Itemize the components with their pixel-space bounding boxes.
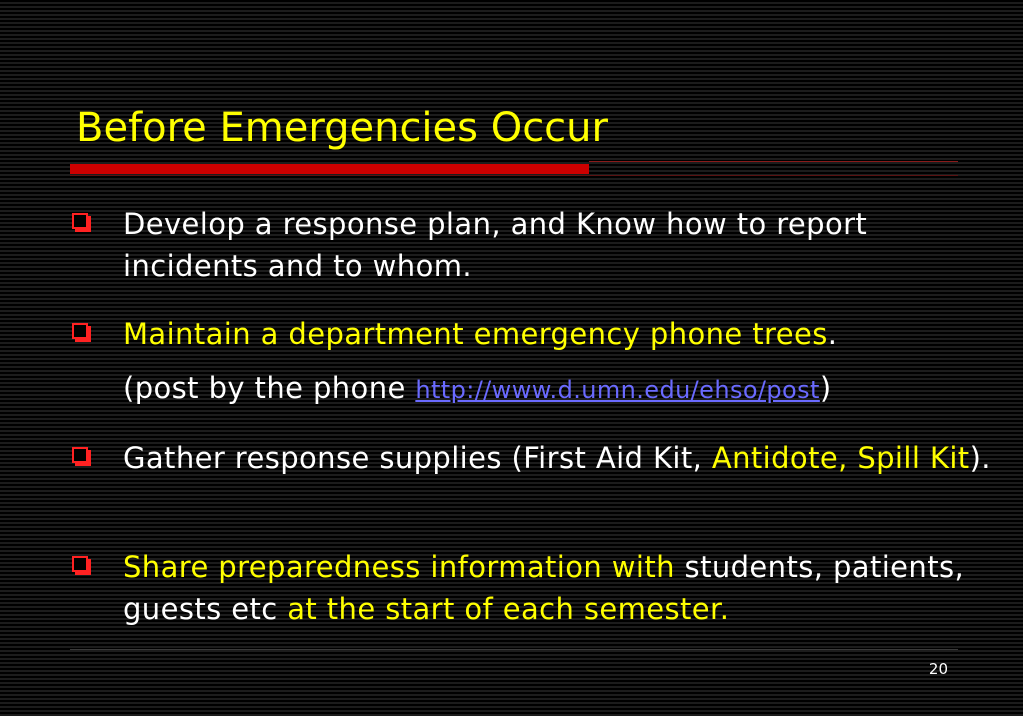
bullet-text-highlight: Maintain a department emergency phone trees [123,317,828,351]
footer-rule [70,649,958,650]
bullet-text: students, patients, guests etc [123,550,965,626]
bullet-text-highlight: Share preparedness information with [123,550,675,584]
checkbox-bullet-icon [72,556,88,572]
bullet-text-highlight: Antidote, Spill Kit [711,441,970,475]
post-link[interactable]: http://www.d.umn.edu/ehso/post [415,376,820,404]
bullet-text: Develop a response plan, and Know how to report incidents and to whom. [123,207,868,283]
bullet-text-end: ). [969,441,991,475]
bullet-item [123,546,1003,630]
title-rule-thin [589,161,958,162]
bullet-item [123,437,1003,479]
checkbox-bullet-icon [72,447,88,463]
bullet-item [123,313,1003,411]
bullet-text-period: . [827,317,838,351]
bullet-text-close: ) [819,371,832,405]
checkbox-bullet-icon [72,323,88,339]
page-number: 20 [928,660,948,678]
slide-title: Before Emergencies Occur [76,105,608,151]
title-rule-red [70,164,589,174]
bullet-text-post: (post by the phone [123,371,416,405]
bullet-text: Gather response supplies (First Aid Kit, [123,441,712,475]
title-rule-underline [70,175,958,176]
bullet-item [123,203,1003,287]
checkbox-bullet-icon [72,213,88,229]
bullet-text-highlight: at the start of each semester. [287,592,730,626]
bullet-subline [123,367,1003,411]
